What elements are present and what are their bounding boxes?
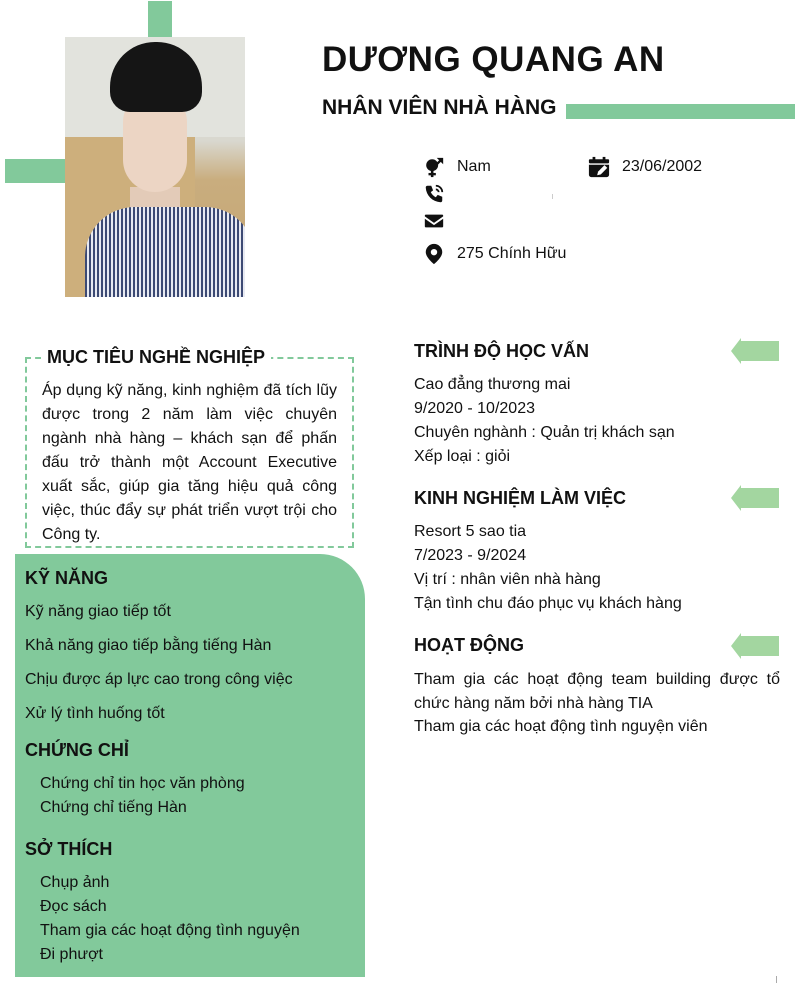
contact-phone[interactable] (422, 182, 457, 206)
contact-birthday (587, 155, 702, 179)
phone-icon (422, 182, 446, 206)
profile-photo (65, 37, 245, 297)
contact-address (422, 242, 566, 266)
gender-value: Nam (457, 158, 491, 175)
experience-line: Vị trí : nhân viên nhà hàng (414, 571, 601, 588)
candidate-name: DƯƠNG QUANG AN (322, 40, 665, 79)
email-icon (422, 209, 446, 233)
decorative-bar-top (148, 1, 172, 37)
experience-line: Resort 5 sao tia (414, 523, 527, 540)
contact-email[interactable] (422, 209, 457, 233)
activities-title: HOẠT ĐỘNG (414, 635, 524, 655)
address-value: 275 Chính Hữu (457, 245, 567, 262)
experience-line: 7/2023 - 9/2024 (414, 547, 527, 564)
experience-line: Tận tình chu đáo phục vụ khách hàng (414, 595, 682, 612)
decorative-bar-title (566, 104, 795, 119)
education-line: Chuyên nghành : Quản trị khách sạn (414, 424, 675, 441)
hobby-item: Chụp ảnh (40, 874, 110, 891)
education-title: TRÌNH ĐỘ HỌC VẤN (414, 341, 589, 361)
phone-value-cursor (552, 194, 553, 199)
education-line: Xếp loại : giỏi (414, 448, 511, 465)
education-line: 9/2020 - 10/2023 (414, 400, 535, 417)
gender-icon (422, 155, 446, 179)
photo-striped-shirt (85, 207, 245, 297)
location-pin-icon (422, 242, 446, 266)
arrow-left-icon (731, 485, 779, 511)
arrow-left-icon (731, 338, 779, 364)
education-line: Cao đẳng thương mai (414, 376, 571, 393)
arrow-left-icon (731, 633, 779, 659)
skill-item: Khả năng giao tiếp bằng tiếng Hàn (25, 637, 272, 654)
text-cursor (776, 976, 777, 983)
activity-line: Tham gia các hoạt động team building được tổ chức hàng năm bởi nhà hàng TIA (414, 671, 780, 712)
certificate-item: Chứng chỉ tin học văn phòng (40, 775, 245, 792)
hobbies-title: SỞ THÍCH (25, 839, 113, 859)
job-title: NHÂN VIÊN NHÀ HÀNG (322, 96, 557, 119)
birthday-value: 23/06/2002 (622, 158, 703, 175)
hobby-item: Đi phượt (40, 946, 103, 963)
skills-title: KỸ NĂNG (25, 568, 109, 588)
certificate-item: Chứng chỉ tiếng Hàn (40, 799, 187, 816)
certificates-title: CHỨNG CHỈ (25, 740, 129, 760)
experience-title: KINH NGHIỆM LÀM VIỆC (414, 488, 627, 508)
hobby-item: Đọc sách (40, 898, 107, 915)
objective-text: Áp dụng kỹ năng, kinh nghiệm đã tích lũy được trong 2 năm làm việc chuyên ngành nhà hàng – khách sạn để phấn đấu trở thành một Account Executive xuất sắc, giúp gia tăng hiệu quả công việc, thúc đẩy sự phát triển vượt trội cho Công ty. (42, 382, 337, 543)
activity-line: Tham gia các hoạt động tình nguyện viên (414, 718, 708, 735)
skill-item: Chịu được áp lực cao trong công việc (25, 671, 293, 688)
objective-title: MỤC TIÊU NGHỀ NGHIỆP (41, 347, 271, 368)
skill-item: Kỹ năng giao tiếp tốt (25, 603, 171, 620)
contact-gender (422, 155, 491, 179)
calendar-icon (587, 155, 611, 179)
decorative-bar-left (5, 159, 65, 183)
skill-item: Xử lý tình huống tốt (25, 705, 165, 722)
hobby-item: Tham gia các hoạt động tình nguyện (40, 922, 300, 939)
